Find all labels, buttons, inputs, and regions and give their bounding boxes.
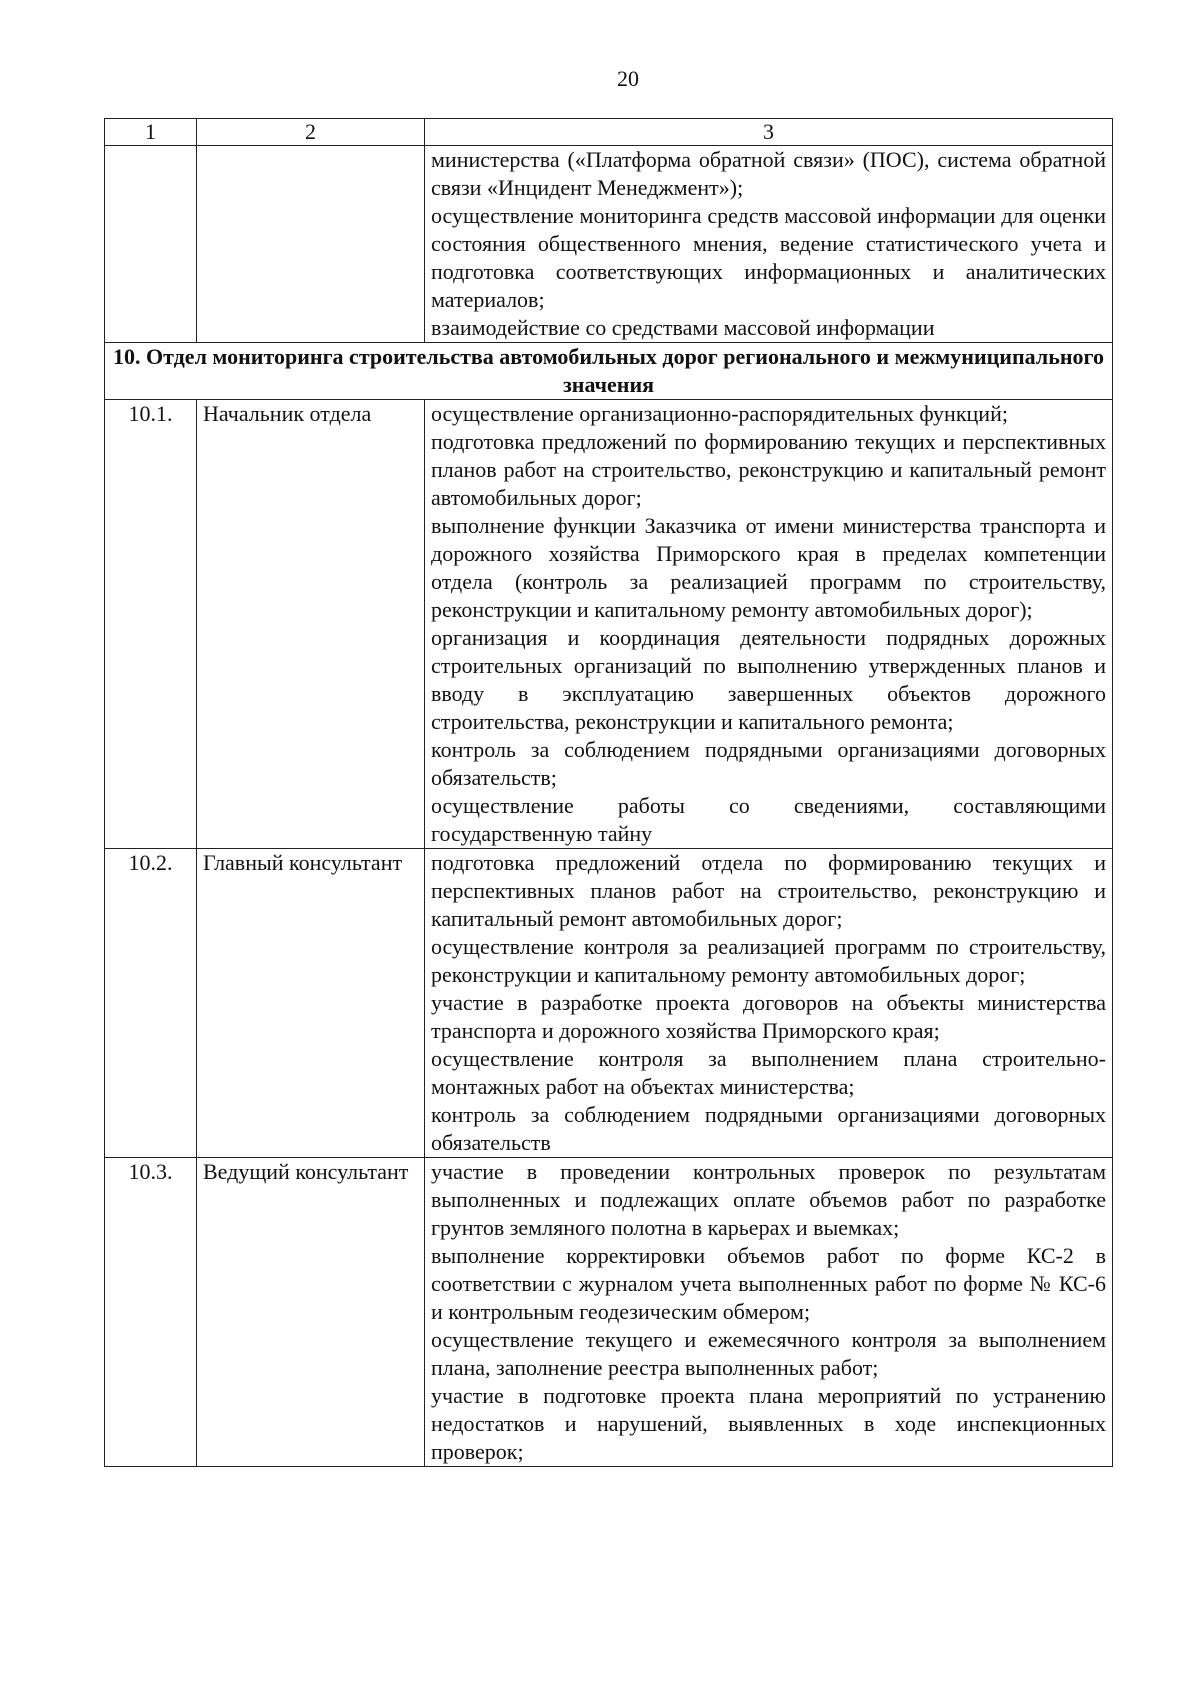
duty-line: выполнение корректировки объемов работ по форме КС-2 в соответствии с журналом учета выполненных работ по форме № КС-6 и контрольным геодезическим обмером; xyxy=(431,1243,1106,1324)
duty-line: взаимодействие со средствами массовой информации xyxy=(431,315,935,340)
row-duties xyxy=(425,849,1113,1158)
row-position: Начальник отдела xyxy=(197,400,425,849)
duty-line: министерства («Платформа обратной связи» (ПОС), система обратной связи «Инцидент Менеджмент»); xyxy=(431,147,1106,200)
row-number: 10.2. xyxy=(105,849,197,1158)
duty-line: участие в проведении контрольных проверок по результатам выполненных и подлежащих оплате объемов работ по разработке грунтов земляного полотна в карьерах и выемках; xyxy=(431,1159,1106,1240)
page-number: 20 xyxy=(617,66,639,91)
table-row xyxy=(105,1158,1113,1467)
row-position: Ведущий консультант xyxy=(197,1158,425,1467)
table-row xyxy=(105,849,1113,1158)
table-row xyxy=(105,400,1113,849)
row-number: 10.3. xyxy=(105,1158,197,1467)
duty-line: организация и координация деятельности подрядных дорожных строительных организаций по выполнению утвержденных планов и вводу в эксплуатацию завершенных объектов дорожного строительства, реконструкции и капитального ремонта; xyxy=(431,625,1106,734)
duty-line: выполнение функции Заказчика от имени министерства транспорта и дорожного хозяйства Приморского края в пределах компетенции отдела (контроль за реализацией программ по строительству, реконструкции и капитальному ремонту автомобильных дорог); xyxy=(431,513,1106,622)
row-duties xyxy=(425,400,1113,849)
continuation-row xyxy=(105,146,1113,343)
continuation-duties-cell xyxy=(425,146,1113,343)
section-title: 10. Отдел мониторинга строительства автомобильных дорог регионального и межмуниципального значения xyxy=(105,343,1113,400)
duty-line: контроль за соблюдением подрядными организациями договорных обязательств xyxy=(431,1102,1106,1155)
row-number: 10.1. xyxy=(105,400,197,849)
row-duties xyxy=(425,1158,1113,1467)
header-col-1: 1 xyxy=(105,119,197,146)
duties-table xyxy=(104,118,1113,1467)
empty-num-cell xyxy=(105,146,197,343)
duty-line: подготовка предложений отдела по формированию текущих и перспективных планов работ на строительство, реконструкцию и капитальный ремонт автомобильных дорог; xyxy=(431,850,1106,931)
duty-line: осуществление организационно-распорядительных функций; xyxy=(431,401,1008,426)
duty-line: подготовка предложений по формированию текущих и перспективных планов работ на строительство, реконструкцию и капитальный ремонт автомобильных дорог; xyxy=(431,429,1106,510)
header-col-3: 3 xyxy=(425,119,1113,146)
header-col-2: 2 xyxy=(197,119,425,146)
duty-line: осуществление контроля за реализацией программ по строительству, реконструкции и капитальному ремонту автомобильных дорог; xyxy=(431,934,1106,987)
duty-line: осуществление текущего и ежемесячного контроля за выполнением плана, заполнение реестра выполненных работ; xyxy=(431,1327,1106,1380)
row-position: Главный консультант xyxy=(197,849,425,1158)
duty-line: контроль за соблюдением подрядными организациями договорных обязательств; xyxy=(431,737,1106,790)
duty-line: участие в подготовке проекта плана мероприятий по устранению недостатков и нарушений, выявленных в ходе инспекционных проверок; xyxy=(431,1383,1106,1464)
empty-position-cell xyxy=(197,146,425,343)
section-heading-row xyxy=(105,343,1113,400)
duty-line: осуществление контроля за выполнением плана строительно-монтажных работ на объектах министерства; xyxy=(431,1046,1106,1099)
duty-line: осуществление мониторинга средств массовой информации для оценки состояния общественного мнения, ведение статистического учета и подготовка соответствующих информационных и аналитических материалов; xyxy=(431,203,1106,312)
header-row xyxy=(105,119,1113,146)
duty-line: участие в разработке проекта договоров на объекты министерства транспорта и дорожного хозяйства Приморского края; xyxy=(431,990,1106,1043)
duty-line: осуществление работы со сведениями, составляющими государственную тайну xyxy=(431,793,1106,846)
